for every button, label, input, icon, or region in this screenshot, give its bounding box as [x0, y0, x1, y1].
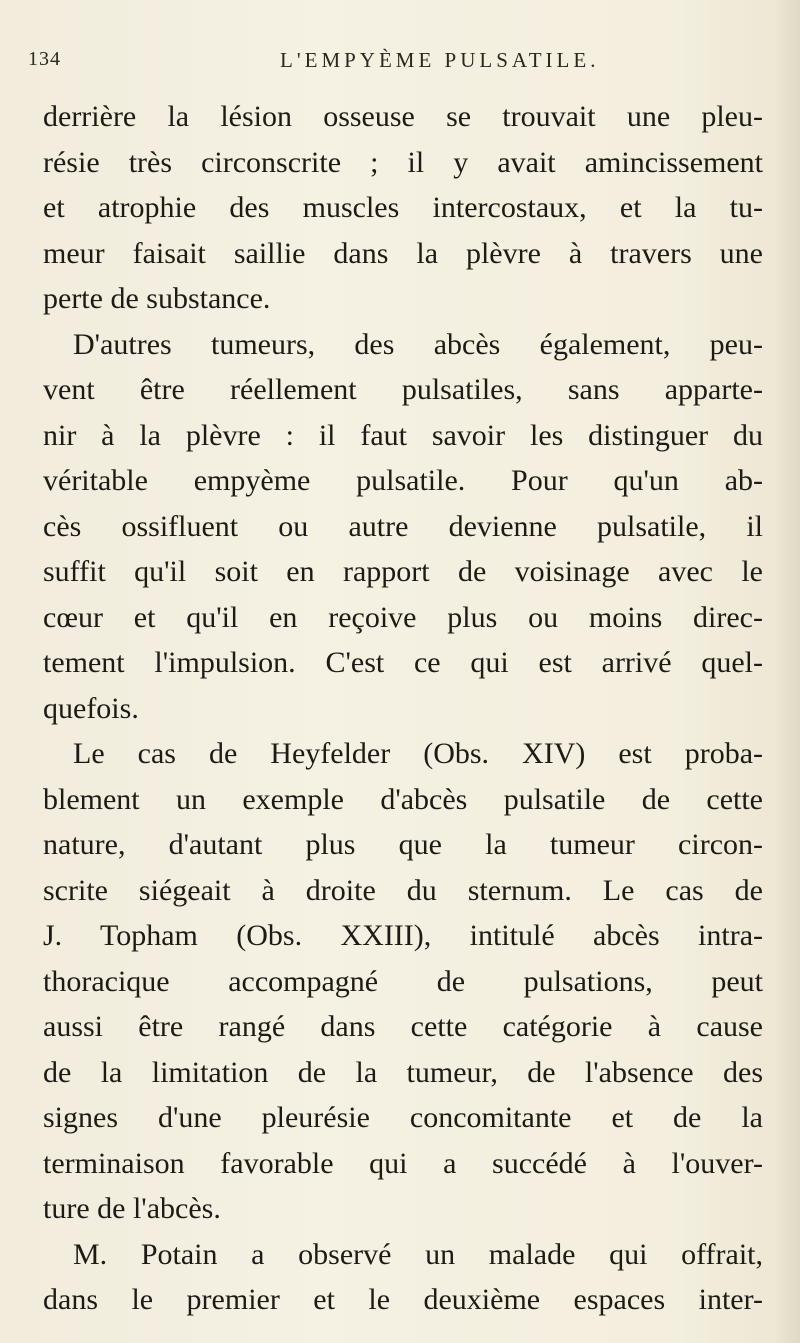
text-line: J. Topham (Obs. XXIII), intitulé abcès intra-	[43, 919, 763, 952]
text-line: signes d'une pleurésie concomitante et de la	[43, 1101, 763, 1134]
text-line: nature, d'autant plus que la tumeur circon-	[43, 828, 763, 861]
text-line: scrite siégeait à droite du sternum. Le cas de	[43, 873, 763, 907]
text-line: nir à la plèvre : il faut savoir les distinguer du	[43, 418, 763, 452]
text-line: Le cas de Heyfelder (Obs. XIV) est proba-	[73, 737, 763, 770]
text-line: thoracique accompagné de pulsations, peut	[43, 964, 763, 998]
text-line: tement l'impulsion. C'est ce qui est arrivé quel-	[43, 646, 763, 679]
text-line: dans le premier et le deuxième espaces inter-	[43, 1283, 763, 1316]
text-line: terminaison favorable qui a succédé à l'ouver-	[43, 1146, 763, 1180]
text-line: résie très circonscrite ; il y avait amincissement	[43, 145, 763, 179]
text-line: véritable empyème pulsatile. Pour qu'un ab-	[43, 464, 763, 497]
text-line: derrière la lésion osseuse se trouvait une pleu-	[43, 100, 763, 133]
page-edge-shadow	[774, 0, 800, 1343]
text-line: D'autres tumeurs, des abcès également, peu-	[73, 327, 763, 361]
text-line: aussi être rangé dans cette catégorie à cause	[43, 1010, 763, 1043]
page-header	[28, 48, 768, 78]
text-line: quefois.	[43, 691, 139, 725]
page-number: 134	[28, 48, 61, 70]
text-line: vent être réellement pulsatiles, sans apparte-	[43, 373, 763, 406]
text-line: cès ossifluent ou autre devienne pulsatile, il	[43, 509, 763, 543]
text-line: suffit qu'il soit en rapport de voisinage avec le	[43, 555, 763, 588]
body-text	[43, 94, 763, 1323]
text-line: ture de l'abcès.	[43, 1192, 221, 1225]
text-line: meur faisait saillie dans la plèvre à travers une	[43, 236, 763, 270]
text-line: blement un exemple d'abcès pulsatile de cette	[43, 782, 763, 816]
text-line: et atrophie des muscles intercostaux, et la tu-	[43, 191, 763, 224]
running-title: L'EMPYÈME PULSATILE.	[280, 48, 600, 72]
text-line: M. Potain a observé un malade qui offrait,	[73, 1237, 763, 1271]
text-line: cœur et qu'il en reçoive plus ou moins direc-	[43, 600, 763, 634]
text-line: perte de substance.	[43, 282, 271, 315]
text-line: de la limitation de la tumeur, de l'absence des	[43, 1055, 763, 1089]
